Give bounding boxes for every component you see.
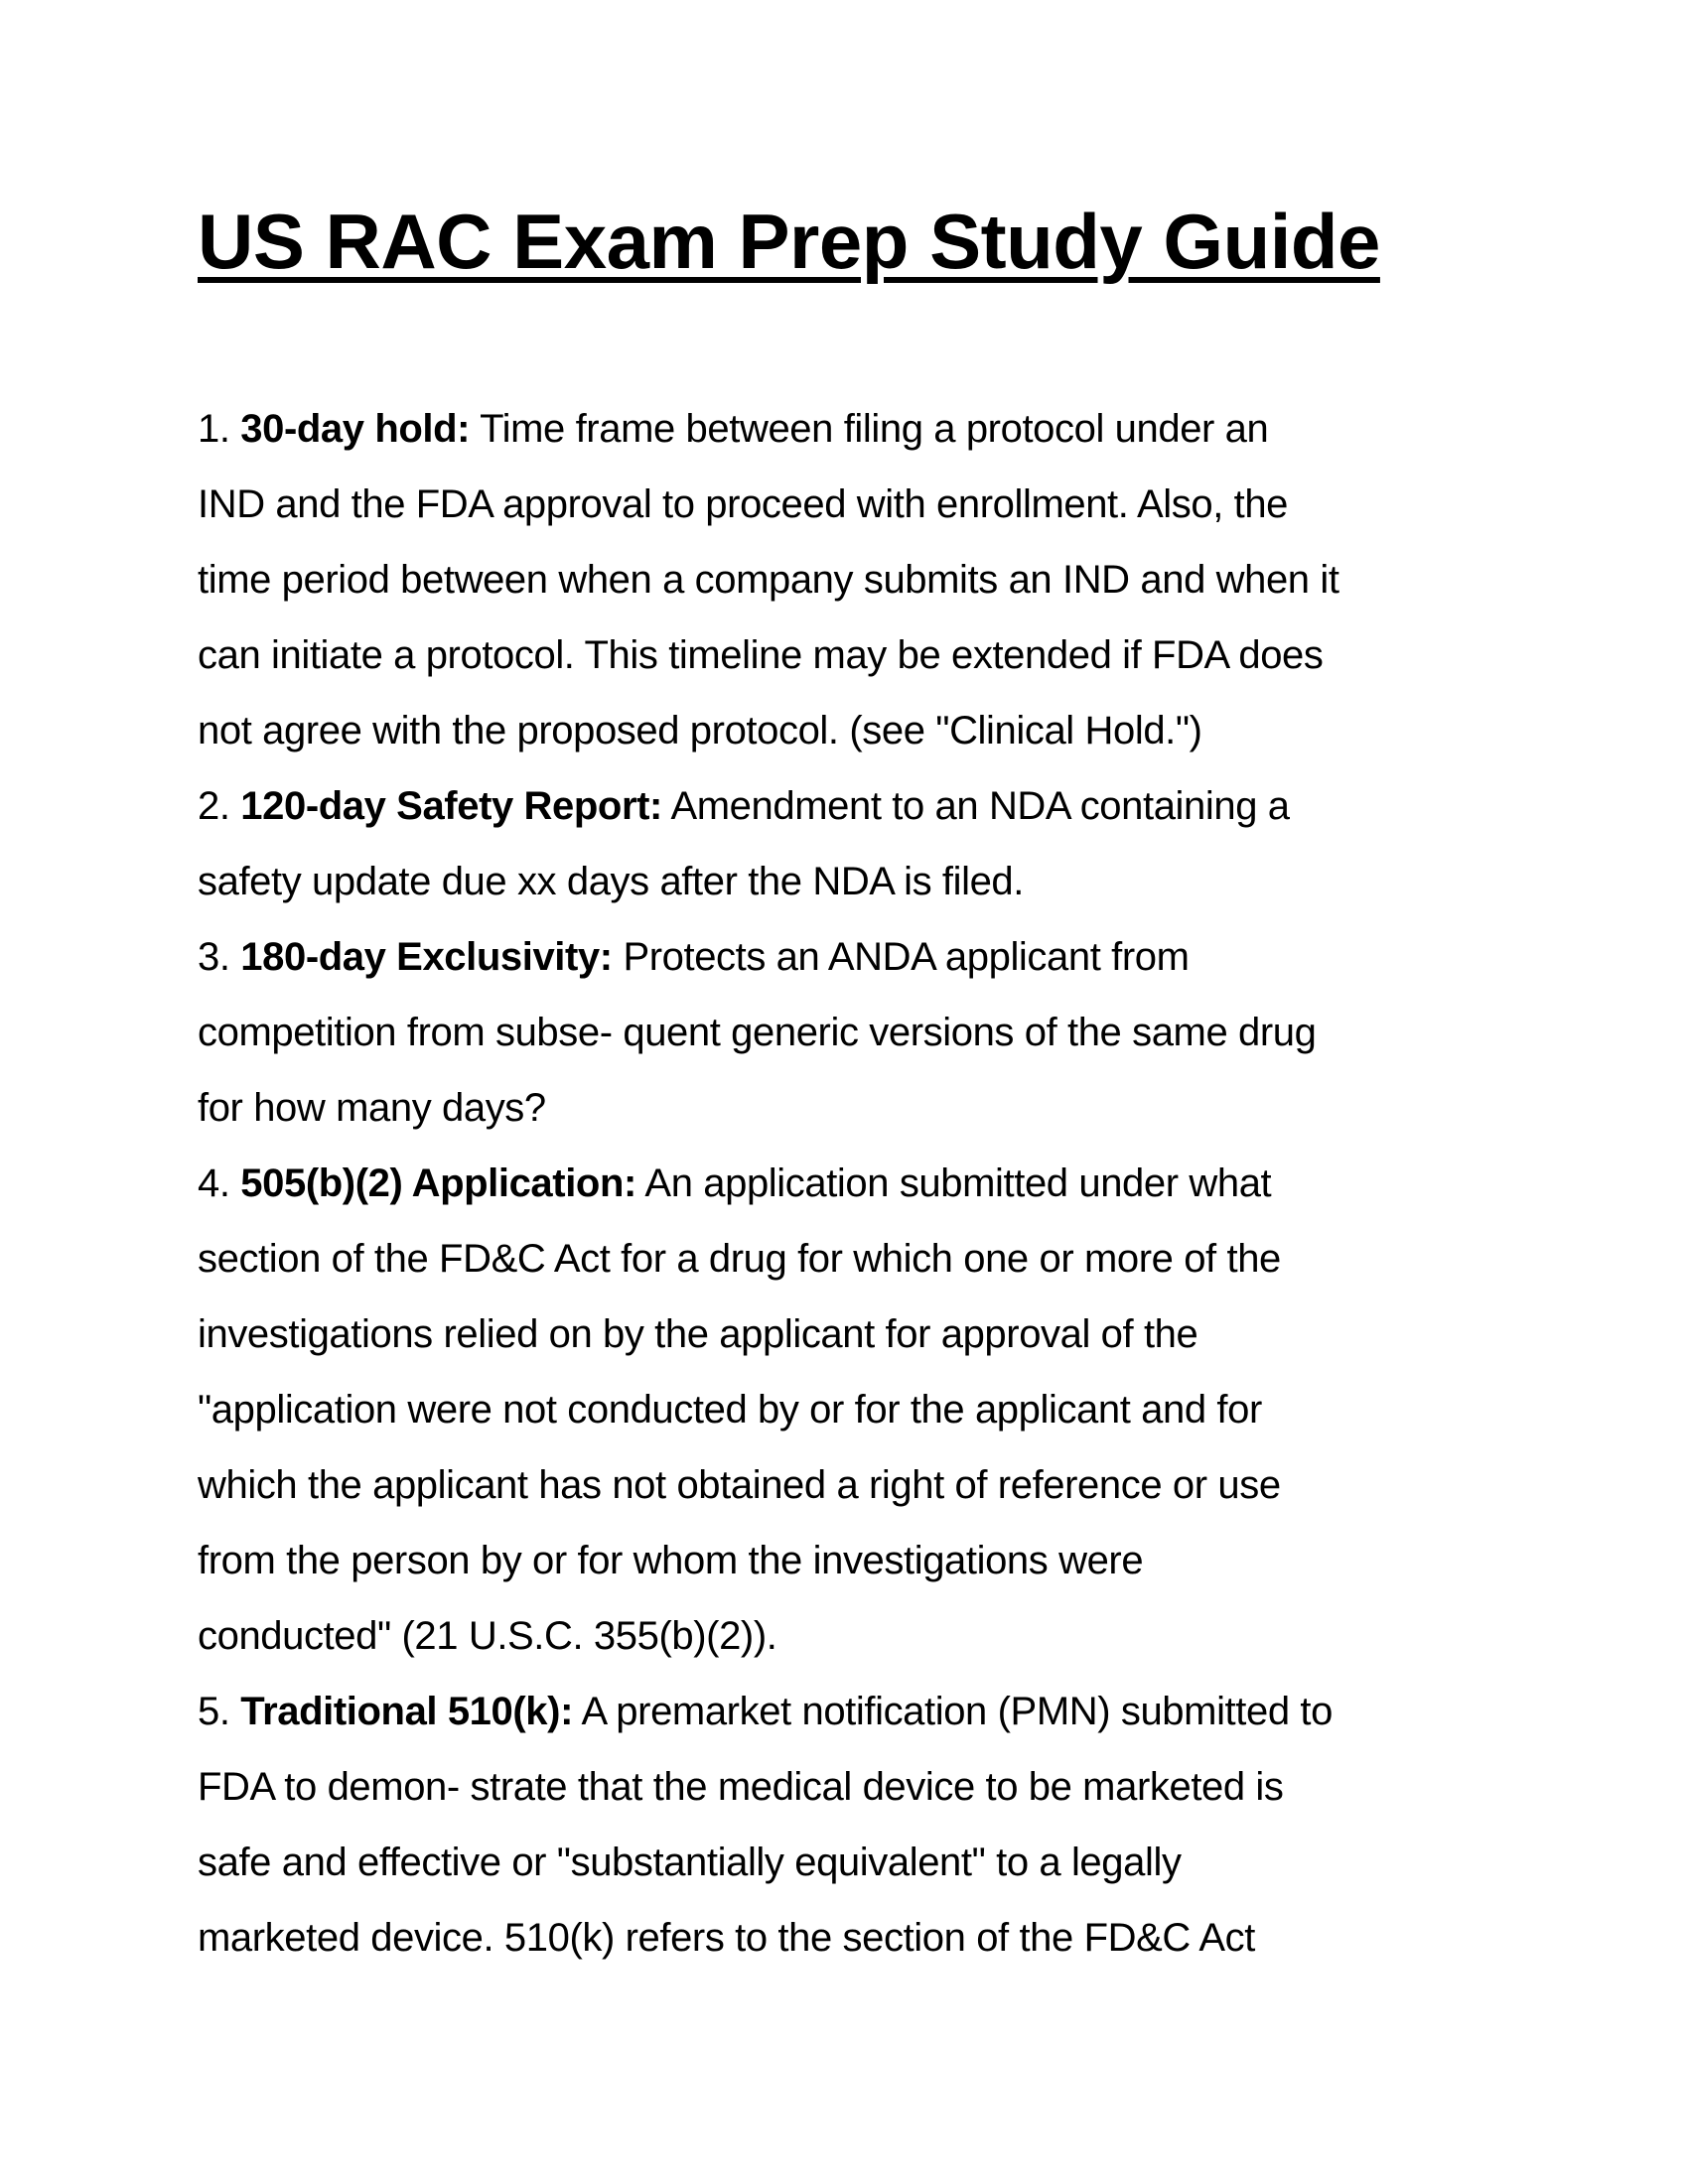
term-label: 30-day hold: xyxy=(240,407,471,451)
text-line: from the person by or for whom the investigations were xyxy=(198,1539,1144,1582)
definition-text: Amendment to an NDA containing a xyxy=(670,784,1290,828)
text-line xyxy=(198,1146,1588,1221)
text-line xyxy=(198,391,1588,467)
text-line: which the applicant has not obtained a right of reference or use xyxy=(198,1463,1281,1507)
definition-text: Time frame between filing a protocol under an xyxy=(480,407,1269,451)
text-line: FDA to demon- strate that the medical device to be marketed is xyxy=(198,1765,1284,1809)
text-line: section of the FD&C Act for a drug for which one or more of the xyxy=(198,1237,1281,1281)
text-line: marketed device. 510(k) refers to the section of the FD&C Act xyxy=(198,1916,1255,1960)
definition-text: Protects an ANDA applicant from xyxy=(623,935,1190,979)
text-line: "application were not conducted by or for the applicant and for xyxy=(198,1388,1262,1432)
list-item xyxy=(198,768,1588,919)
text-line: investigations relied on by the applicant for approval of the xyxy=(198,1312,1198,1356)
text-line: conducted" (21 U.S.C. 355(b)(2)). xyxy=(198,1614,777,1658)
definition-text: A premarket notification (PMN) submitted to xyxy=(581,1690,1333,1733)
text-line: for how many days? xyxy=(198,1086,546,1130)
page-title: US RAC Exam Prep Study Guide xyxy=(198,198,1380,285)
text-line xyxy=(198,919,1588,995)
text-line: safe and effective or "substantially equivalent" to a legally xyxy=(198,1841,1182,1884)
text-line: IND and the FDA approval to proceed with enrollment. Also, the xyxy=(198,482,1289,526)
text-line: safety update due xx days after the NDA is filed. xyxy=(198,860,1024,903)
text-line xyxy=(198,768,1588,844)
term-label: 180-day Exclusivity: xyxy=(240,935,613,979)
term-label: Traditional 510(k): xyxy=(240,1690,573,1733)
item-number: 3. xyxy=(198,935,230,979)
study-guide-list xyxy=(198,391,1588,1976)
text-line xyxy=(198,1674,1588,1749)
list-item xyxy=(198,391,1588,768)
list-item xyxy=(198,1674,1588,1976)
text-line: time period between when a company submits an IND and when it xyxy=(198,558,1339,602)
item-number: 2. xyxy=(198,784,230,828)
term-label: 120-day Safety Report: xyxy=(240,784,662,828)
item-number: 1. xyxy=(198,407,230,451)
list-item xyxy=(198,1146,1588,1674)
definition-text: An application submitted under what xyxy=(644,1161,1272,1205)
text-line: not agree with the proposed protocol. (see "Clinical Hold.") xyxy=(198,709,1202,752)
item-number: 4. xyxy=(198,1161,230,1205)
list-item xyxy=(198,919,1588,1146)
text-line: can initiate a protocol. This timeline may be extended if FDA does xyxy=(198,633,1324,677)
term-label: 505(b)(2) Application: xyxy=(240,1161,636,1205)
item-number: 5. xyxy=(198,1690,230,1733)
text-line: competition from subse- quent generic versions of the same drug xyxy=(198,1011,1317,1054)
